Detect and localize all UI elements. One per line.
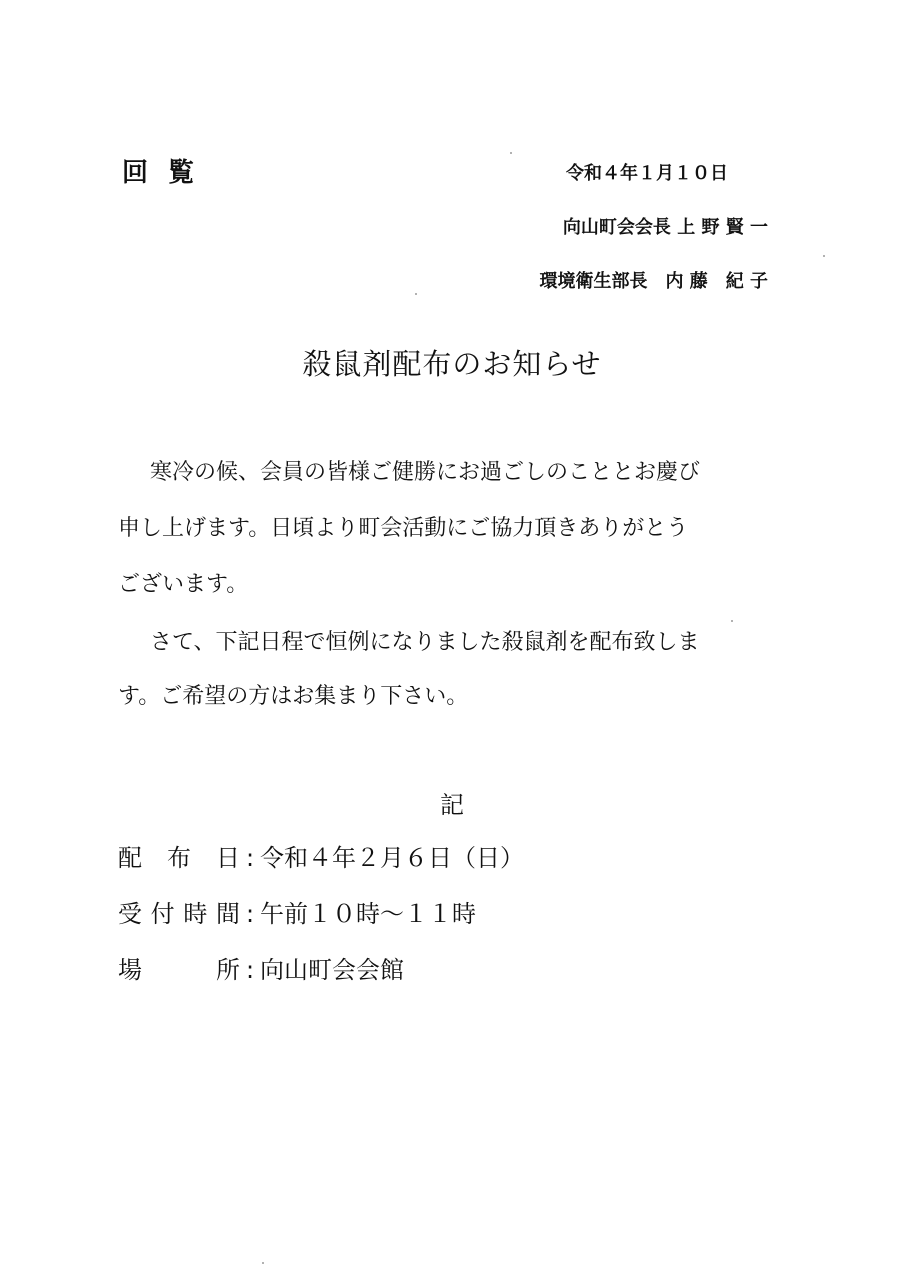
detail-label: 受付時間: [118, 900, 240, 928]
detail-separator: :: [245, 900, 255, 928]
detail-reception-time: [118, 902, 476, 926]
body-line: 寒冷の候、会員の皆様ご健勝にお過ごしのこととお慶び: [150, 460, 701, 485]
body-line: 申し上げます。日頃より町会活動にご協力頂きありがとう: [118, 516, 689, 541]
detail-separator: :: [245, 844, 255, 872]
notes-heading: 記: [440, 791, 464, 819]
scan-speck: [823, 255, 825, 257]
body-line: ございます。: [118, 572, 249, 597]
body-line: す。ご希望の方はお集まり下さい。: [118, 684, 469, 709]
scan-speck: [731, 620, 733, 622]
document-date: 令和４年１月１０日: [566, 163, 728, 184]
detail-label: 配布日: [118, 844, 240, 872]
scan-speck: [415, 293, 417, 295]
detail-separator: :: [245, 956, 255, 984]
scan-speck: [510, 152, 512, 154]
detail-value: 向山町会会館: [260, 956, 404, 984]
scan-speck: [262, 1262, 264, 1264]
document-title: 殺鼠剤配布のお知らせ: [302, 347, 602, 381]
detail-value: 令和４年２月６日（日）: [260, 844, 524, 872]
sender-environment-head: 環境衛生部長 内 藤 紀 子: [539, 271, 768, 292]
circulation-label: 回覧: [122, 158, 215, 188]
detail-distribution-date: [118, 846, 524, 870]
detail-label: 場所: [118, 956, 240, 984]
detail-location: [118, 958, 404, 982]
sender-association-chair: 向山町会会長 上 野 賢 一: [562, 217, 768, 238]
detail-value: 午前１０時～１１時: [260, 900, 476, 928]
body-line: さて、下記日程で恒例になりました殺鼠剤を配布致しま: [150, 630, 700, 655]
